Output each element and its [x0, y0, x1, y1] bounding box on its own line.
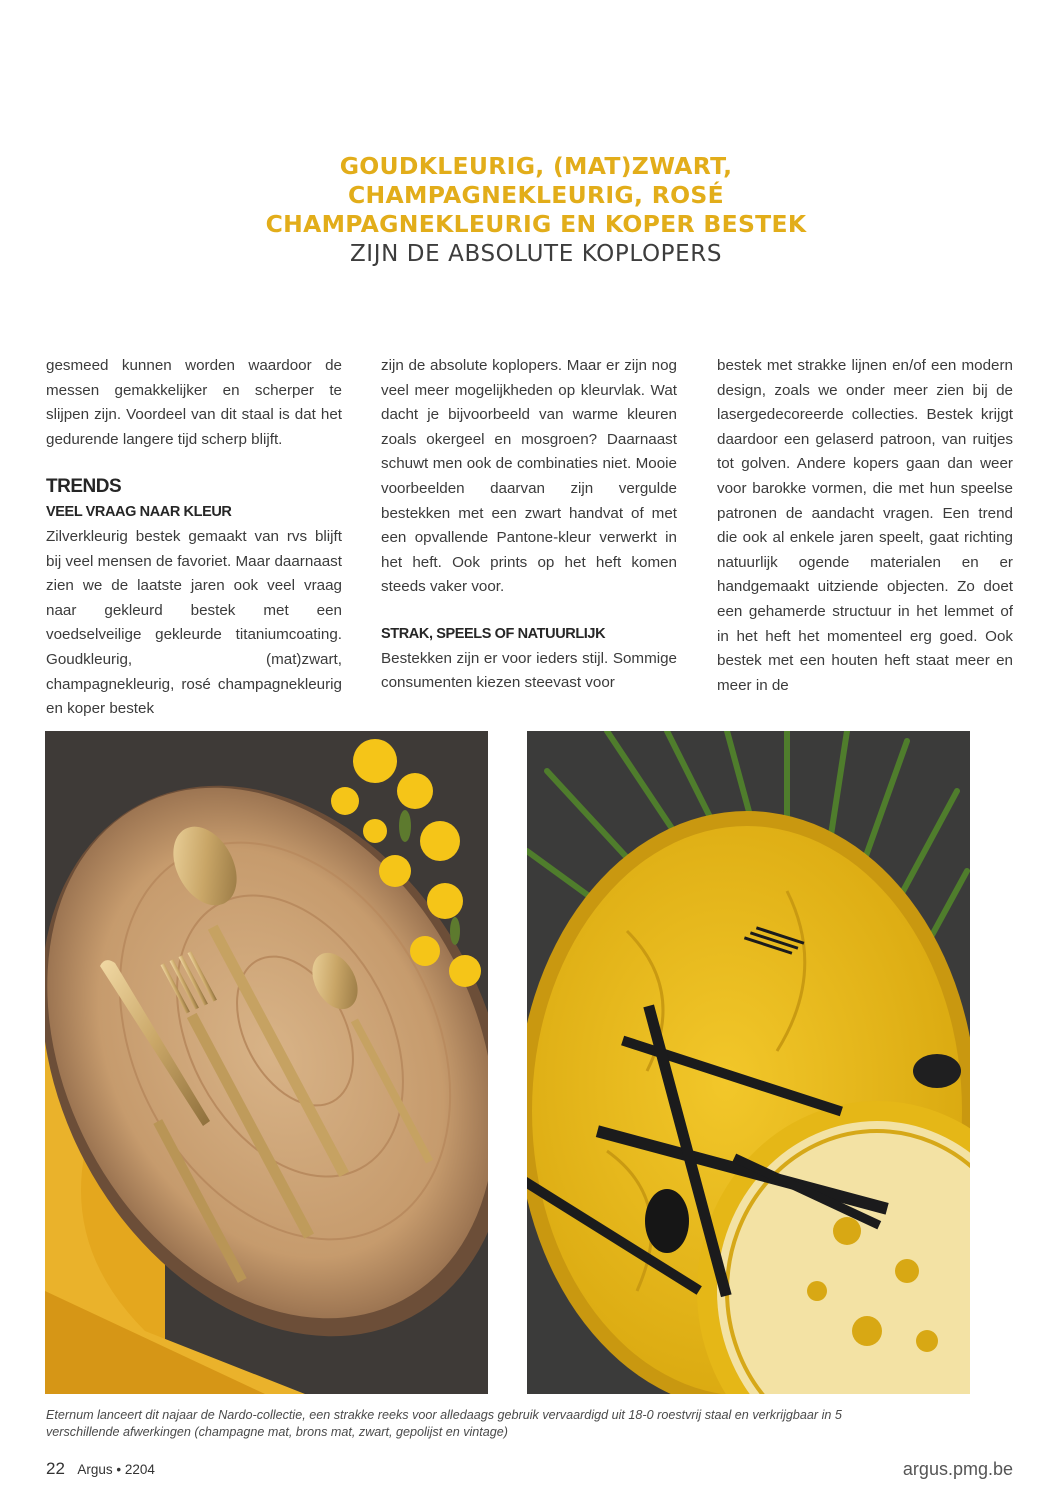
column1-intro: gesmeed kunnen worden waardoor de messen gemakkelijker en scherper te slijpen zijn. Voordeel van dit staal is dat het gedurende langere tijd scherp blijft. — [46, 357, 342, 448]
subheading-kleur: VEEL VRAAG NAAR KLEUR — [46, 504, 232, 521]
photo-black-cutlery — [527, 731, 970, 1394]
column3-body: bestek met strakke lijnen en/of een modern design, zoals we onder meer zien bij de lasergedecoreerde collecties. Bestek krijgt daardoor een gelaserd patroon, van ruitjes tot golven. Andere kopers gaan dan weer voor barokke vormen, die met hun speelse patronen de aandacht vragen. Een trend die ook al enkele jaren speelt, gaat richting natuurlijk ogende materialen en er handgemaakt uitziende objecten. Zo doet een gehamerde structuur in het lemmet of in het heft het momenteel erg goed. Ook bestek met een houten heft staat meer en meer in de — [717, 357, 1013, 694]
column2-body-2: Bestekken zijn er voor ieders stijl. Sommige consumenten kiezen steevast voor — [381, 649, 677, 692]
page-number: 22 — [46, 1459, 65, 1478]
footer-left — [46, 1459, 155, 1479]
subheading-strak: STRAK, SPEELS OF NATUURLIJK — [381, 625, 606, 642]
headline-line-3: CHAMPAGNEKLEURIG EN KOPER BESTEK — [265, 210, 807, 238]
article-column-2 — [381, 354, 677, 696]
headline-line-2: CHAMPAGNEKLEURIG, ROSÉ — [348, 181, 724, 209]
article-column-3 — [717, 354, 1013, 698]
headline-line-1: GOUDKLEURIG, (MAT)ZWART, — [339, 152, 733, 180]
article-column-1 — [46, 354, 342, 722]
magazine-issue: Argus • 2204 — [77, 1462, 155, 1477]
photo-caption: Eternum lanceert dit najaar de Nardo-collectie, een strakke reeks voor alledaags gebruik vervaardigd uit 18-0 roestvrij staal en verkrijgbaar in 5 verschillende afwerkingen (champagne mat, brons mat, zwart, gepolijst en vintage) — [46, 1408, 842, 1439]
headline-subline: ZIJN DE ABSOLUTE KOPLOPERS — [349, 241, 723, 267]
photo-gold-cutlery — [45, 731, 488, 1394]
section-heading-trends: TRENDS — [46, 476, 122, 498]
website-link[interactable]: argus.pmg.be — [902, 1459, 1013, 1479]
headline — [0, 152, 1058, 269]
column1-body: Zilverkleurig bestek gemaakt van rvs blijft bij veel mensen de favoriet. Maar daarnaast zien we de laatste jaren ook veel vraag naar gekleurd bestek met een voedselveilige gekleurde titaniumcoating. Goudkleurig, (mat)zwart, champagnekleurig, rosé champagnekleurig en koper bestek — [46, 527, 342, 718]
column2-body: zijn de absolute koplopers. Maar er zijn nog veel meer mogelijkheden op kleurvlak. Wat dacht je bijvoorbeeld van warme kleuren zoals okergeel en mosgroen? Daarnaast schuwt men ook de combinaties niet. Mooie voorbeelden daarvan zijn vergulde bestekken met een zwart handvat of met een opvallende Pantone-kleur verwerkt in het heft. Ook prints op het heft komen steeds vaker voor. — [381, 357, 677, 596]
